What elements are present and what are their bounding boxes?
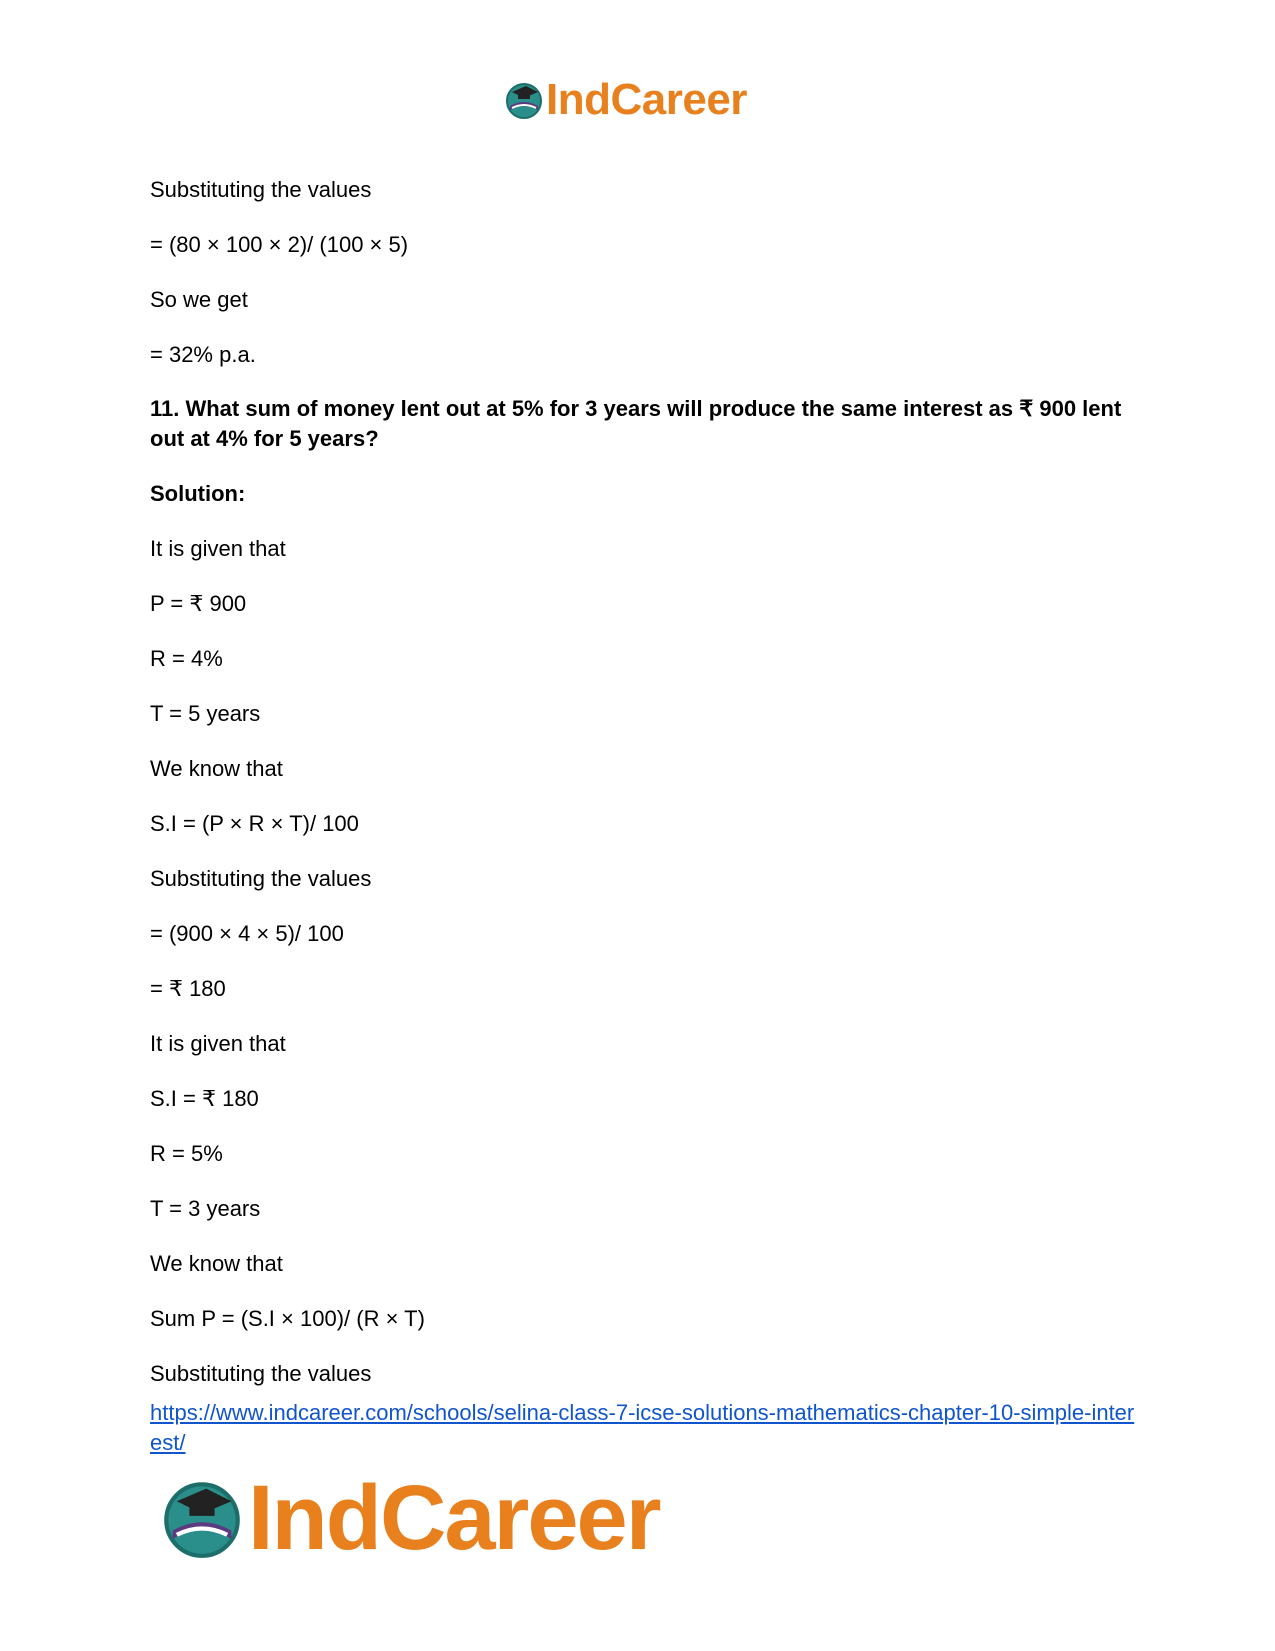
text-line: We know that (150, 1251, 283, 1276)
equation-line: S.I = ₹ 180 (150, 1086, 259, 1111)
text-line: Substituting the values (150, 177, 372, 202)
question-heading: 11. What sum of money lent out at 5% for 3 years will produce the same interest as ₹ 900 lent out at 4% for 5 years? (150, 396, 1122, 451)
footer-source-link[interactable]: https://www.indcareer.com/schools/selina-class-7-icse-solutions-mathematics-chapter-10-simple-interest/ (150, 1400, 1135, 1455)
text-line: It is given that (150, 1031, 286, 1056)
header-logo (504, 75, 747, 124)
equation-line: P = ₹ 900 (150, 591, 247, 616)
graduation-globe-icon (504, 80, 544, 120)
text-line: Substituting the values (150, 866, 372, 891)
equation-line: T = 5 years (150, 701, 261, 726)
text-line: We know that (150, 756, 283, 781)
equation-line: = ₹ 180 (150, 976, 226, 1001)
equation-line: Sum P = (S.I × 100)/ (R × T) (150, 1306, 425, 1331)
brand-logo-text: IndCareer (546, 75, 747, 124)
equation-line: = (80 × 100 × 2)/ (100 × 5) (150, 232, 409, 257)
footer-logo (160, 1467, 660, 1569)
equation-line: T = 3 years (150, 1196, 261, 1221)
brand-logo-text: IndCareer (248, 1467, 660, 1569)
text-line: Substituting the values (150, 1361, 372, 1386)
equation-line: = (900 × 4 × 5)/ 100 (150, 921, 344, 946)
equation-line: = 32% p.a. (150, 342, 256, 367)
text-line: So we get (150, 287, 248, 312)
equation-line: R = 5% (150, 1141, 223, 1166)
solution-label: Solution: (150, 481, 246, 506)
document-body (150, 174, 1130, 1413)
equation-line: S.I = (P × R × T)/ 100 (150, 811, 359, 836)
text-line: It is given that (150, 536, 286, 561)
graduation-globe-icon (160, 1476, 244, 1560)
equation-line: R = 4% (150, 646, 223, 671)
